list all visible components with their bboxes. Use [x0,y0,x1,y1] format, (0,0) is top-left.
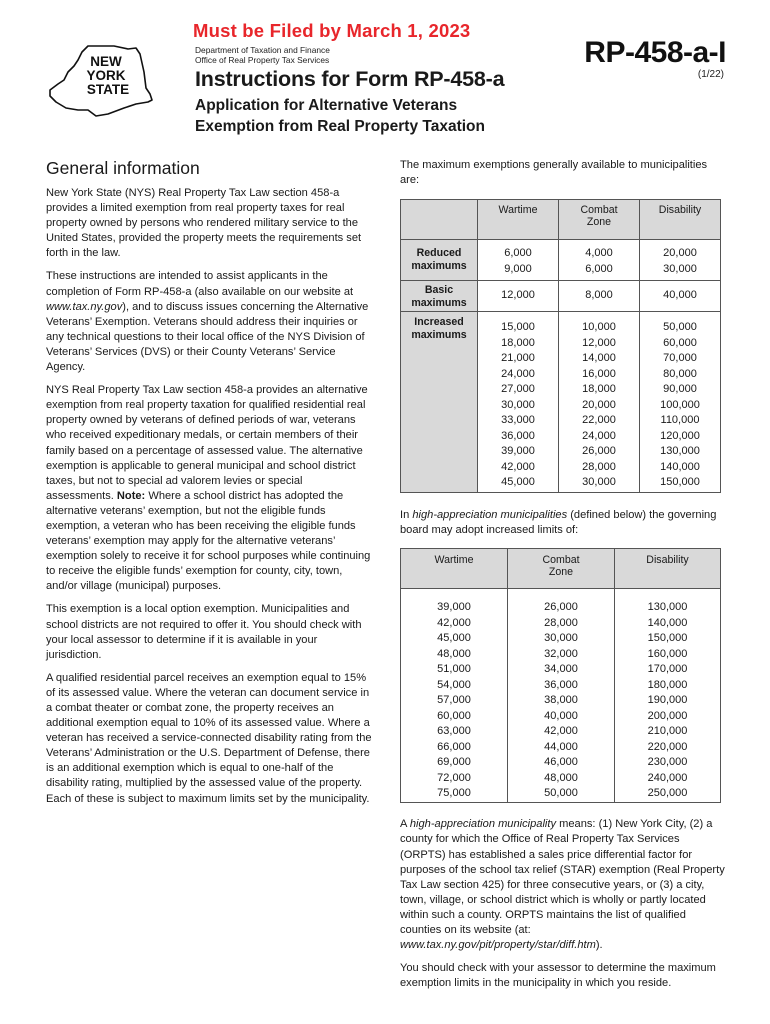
maximum-exemptions-table [400,199,721,493]
revision-date: (1/22) [697,69,724,80]
logo-word-york: YORK [86,68,126,83]
ha-combat-values: 26,000 28,000 30,000 32,000 34,000 36,000 38,000 40,000 42,000 44,000 46,000 48,000 50,000 [508,589,615,802]
header-wartime: Wartime [478,200,559,239]
logo-word-new: NEW [90,54,122,69]
paragraph-local-option: This exemption is a local option exemption. Municipalities and school districts are not required to offer it. You should check with your local assessor to determine if it is available in your jurisdiction. [46,603,362,661]
increased-combat-values: 10,000 12,000 14,000 16,000 18,000 20,000 22,000 24,000 26,000 28,000 30,000 [559,312,640,492]
header-combat-zone: Combat Zone [508,549,615,588]
paragraph-exemption-amounts: A qualified residential parcel receives an exemption equal to 15% of its assessed value. Where the veteran can document service in a combat theater or combat zone, the property receives an additional exemption equal to 10% of its assessed value. Where a veteran has received a service-connected disability rating from the Veterans’ Administration or the U.S. Department of Defense, there is an additional exemption which is equal to one-half of the disability rating, multiplied by the assessed value of the property. Each of these is subject to maximum limits set by the municipality. [46,671,372,805]
department-name: Department of Taxation and Finance [195,45,330,55]
high-appreciation-values-row [401,589,720,802]
increased-disability-values: 50,000 60,000 70,000 80,000 90,000 100,000 110,000 120,000 130,000 140,000 150,000 [660,321,700,489]
header-disability: Disability [646,554,689,567]
star-website-link[interactable]: www.tax.ny.gov/pit/property/star/diff.htm [400,939,596,952]
high-appreciation-table [400,548,721,803]
paragraph-instructions-purpose: These instructions are intended to assist applicants in the completion of Form RP-458-a (also available on our website at www.tax.ny.gov), and to discuss issues concerning the Alternative Veterans’ Exemption. Veterans should address their inquiries or any technical questions to their local office of the NYS Division of Veterans’ Services (DVS) or their County Veterans’ Service Agency. [46,270,369,374]
row-label-increased: Increased maximums [401,312,478,492]
header-disability: Disability [658,204,702,217]
basic-combat-value: 8,000 [559,281,640,311]
ha-wartime-values: 39,000 42,000 45,000 48,000 51,000 54,000 57,000 60,000 63,000 66,000 69,000 72,000 75,000 [401,589,508,802]
page-subtitle [195,95,485,137]
filing-deadline-banner: Must be Filed by March 1, 2023 [193,20,471,41]
increased-wartime-values: 15,000 18,000 21,000 24,000 27,000 30,000 33,000 36,000 39,000 42,000 45,000 [478,312,559,492]
table-header-row [401,200,720,240]
header-wartime: Wartime [401,549,508,588]
high-appreciation-intro: In high-appreciation municipalities (defined below) the governing board may adopt increased limits of: [400,509,717,537]
table-row-increased [401,312,720,492]
basic-disability-value: 40,000 [663,289,697,302]
reduced-combat-values: 4,000 6,000 [559,240,640,280]
section-heading: General information [46,158,200,178]
new-york-state-logo [44,44,154,120]
logo-word-state: STATE [86,82,130,97]
reduced-wartime-values: 6,000 9,000 [478,240,559,280]
office-name: Office of Real Property Tax Services [195,55,330,65]
paragraph-alternative-exemption: NYS Real Property Tax Law section 458-a provides an alternative exemption from real property taxation for qualified residential real property owned by veterans of defined periods of war, veterans who received expeditionary medals, or certain members of their family based on a percentage of assessed value. The alternative exemption is applicable to general municipal and school district taxes, but not to special ad valorem levies or special assessments. Note: Where a school district has adopted the alternative veterans’ exemption, but not the eligible funds exemption, a veteran who has been receiving the eligible funds veterans’ exemption may apply for the alternative veterans’ exemption solely to receive it for school purposes while continuing to receive the eligible funds’ exemption for county, city, town, and/or village (municipal) purposes. [46,384,371,593]
row-label-reduced: Reduced maximums [401,240,478,280]
subtitle-line-2: Exemption from Real Property Taxation [195,118,485,135]
page-title: Instructions for Form RP-458-a [195,67,505,91]
department-info [195,45,330,65]
header-combat-zone: Combat Zone [559,200,640,239]
high-appreciation-definition: A high-appreciation municipality means: (1) New York City, (2) a county for which the Office of Real Property Tax Services (ORPTS) has established a sales price differential factor for purposes of the school tax relief (STAR) exemption (Real Property Tax Law section 425) for three consecutive years, or (3) a city, town, village, or school district which is wholly or partly located within such a county. ORPTS maintains the list of qualified counties on its website (at: www.tax.ny.gov/pit/property/star/diff.htm). [400,818,725,952]
closing-paragraph: You should check with your assessor to determine the maximum exemption limits in the municipality in which you reside. [400,962,716,990]
maximums-section [400,158,726,999]
table-row-reduced [401,240,720,281]
row-label-basic: Basic maximums [401,281,478,311]
general-information-section [46,158,372,815]
table-row-basic [401,281,720,312]
basic-wartime-value: 12,000 [478,281,559,311]
maximums-intro: The maximum exemptions generally available to municipalities are: [400,159,708,187]
subtitle-line-1: Application for Alternative Veterans [195,97,458,114]
note-label: Note: [116,489,146,502]
paragraph-law-summary: New York State (NYS) Real Property Tax Law section 458-a provides a limited exemption from real property taxes for real property owned by persons who rendered military service to the United States, provided the property meets the requirements set forth in the law. [46,187,362,260]
website-link[interactable]: www.tax.ny.gov [46,300,123,313]
ha-disability-values: 130,000 140,000 150,000 160,000 170,000 180,000 190,000 200,000 210,000 220,000 230,000 240,000 250,000 [647,601,688,800]
reduced-disability-values: 20,000 30,000 [663,247,697,275]
table-header-row [401,549,720,589]
form-id: RP-458-a-I [584,36,726,69]
